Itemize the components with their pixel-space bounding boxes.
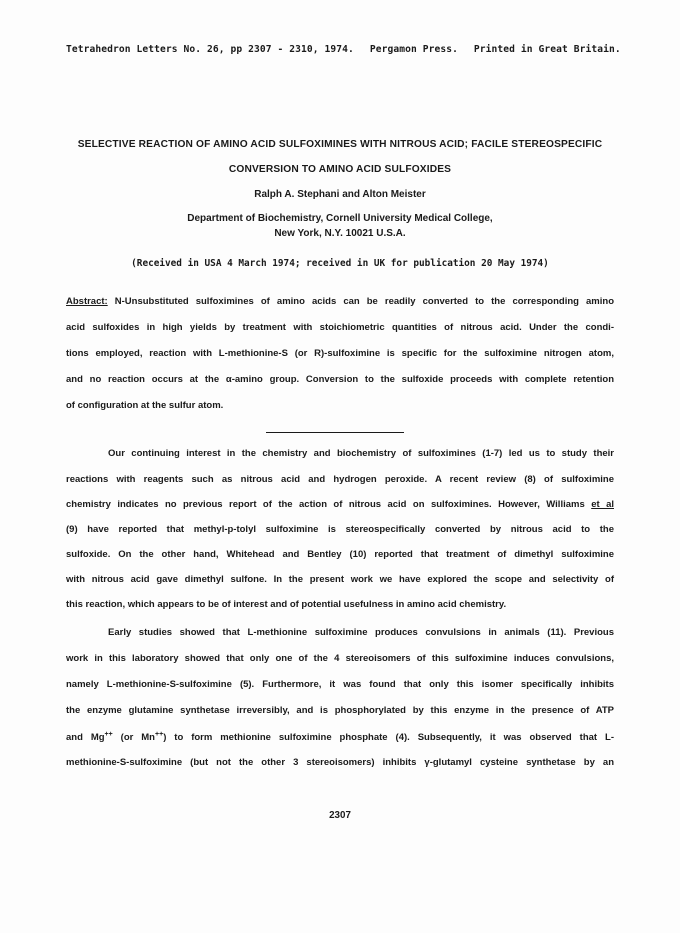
paragraph-1-line-6: with nitrous acid gave dimethyl sulfone. In the present work we have explored the scope and selectivity of: [66, 574, 614, 585]
paragraph-1-line-1: Our continuing interest in the chemistry and biochemistry of sulfoximines (1-7) led us to study their: [108, 448, 614, 459]
paragraph-2-line-5-b: (or Mn: [112, 732, 155, 744]
printed-location: Printed in Great Britain.: [473, 44, 621, 55]
page-number: 2307: [329, 810, 351, 821]
paragraph-2-line-3: namely L-methionine-S-sulfoximine (5). Furthermore, it was found that only this isomer specifically inhibits: [66, 679, 614, 690]
et-al: et al: [591, 499, 614, 510]
abstract-line-4: and no reaction occurs at the α-amino group. Conversion to the sulfoxide proceeds with complete retention: [66, 374, 614, 385]
affiliation-line-1: Department of Biochemistry, Cornell University Medical College,: [187, 213, 493, 224]
abstract-line-3: tions employed, reaction with L-methionine-S (or R)-sulfoximine is specific for the sulfoximine nitrogen atom,: [66, 348, 614, 359]
journal-header: [66, 44, 631, 55]
journal-citation: Tetrahedron Letters No. 26, pp 2307 - 2310, 1974.: [66, 44, 354, 55]
abstract-label: Abstract:: [66, 296, 108, 307]
paragraph-2-line-5: [66, 731, 614, 743]
abstract-line-1: [66, 296, 614, 307]
received-date: (Received in USA 4 March 1974; received in UK for publication 20 May 1974): [131, 258, 549, 269]
paragraph-2-line-4: the enzyme glutamine synthetase irreversibly, and is phosphorylated by this enzyme in the presence of ATP: [66, 705, 614, 716]
paragraph-2-line-6: methionine-S-sulfoximine (but not the other 3 stereoisomers) inhibits γ-glutamyl cysteine synthetase by an: [66, 757, 614, 768]
paragraph-1-line-7: this reaction, which appears to be of interest and of potential usefulness in amino acid chemistry.: [66, 599, 507, 610]
paper-title-line-1: SELECTIVE REACTION OF AMINO ACID SULFOXIMINES WITH NITROUS ACID; FACILE STEREOSPECIFIC: [77, 139, 603, 150]
paragraph-2-line-5-a: and Mg: [66, 732, 105, 744]
authors: Ralph A. Stephani and Alton Meister: [254, 189, 426, 200]
paper-title-line-2: CONVERSION TO AMINO ACID SULFOXIDES: [228, 164, 452, 175]
paragraph-2-line-1: Early studies showed that L-methionine sulfoximine produces convulsions in animals (11). Previous: [108, 627, 614, 638]
superscript-charge-2: ++: [155, 731, 164, 738]
abstract-line-2: acid sulfoxides in high yields by treatment with stoichiometric quantities of nitrous acid. Under the condi-: [66, 322, 614, 333]
paragraph-2-line-2: work in this laboratory showed that only one of the 4 stereoisomers of this sulfoximine induces convulsions,: [66, 653, 614, 664]
paragraph-1-line-3-text: chemistry indicates no previous report of the action of nitrous acid on sulfoximines. However, Williams: [66, 499, 592, 510]
paragraph-1-line-3: [66, 499, 614, 510]
abstract-line-5: of configuration at the sulfur atom.: [66, 400, 224, 411]
abstract-text-1: N-Unsubstituted sulfoximines of amino acids can be readily converted to the corresponding amino: [107, 296, 614, 307]
superscript-charge-1: ++: [104, 731, 113, 738]
section-divider: [266, 432, 404, 433]
paragraph-2-line-5-c: ) to form methionine sulfoximine phosphate (4). Subsequently, it was observed that L-: [163, 732, 614, 744]
paragraph-1-line-2: reactions with reagents such as nitrous acid and hydrogen peroxide. A recent review (8) of sulfoximine: [66, 474, 614, 485]
affiliation-line-2: New York, N.Y. 10021 U.S.A.: [274, 228, 406, 239]
paragraph-1-line-4: (9) have reported that methyl-p-tolyl sulfoximine is stereospecifically converted by nitrous acid to the: [66, 524, 614, 535]
publisher: Pergamon Press.: [369, 44, 458, 55]
paragraph-1-line-5: sulfoxide. On the other hand, Whitehead and Bentley (10) reported that treatment of dimethyl sulfoximine: [66, 549, 614, 560]
